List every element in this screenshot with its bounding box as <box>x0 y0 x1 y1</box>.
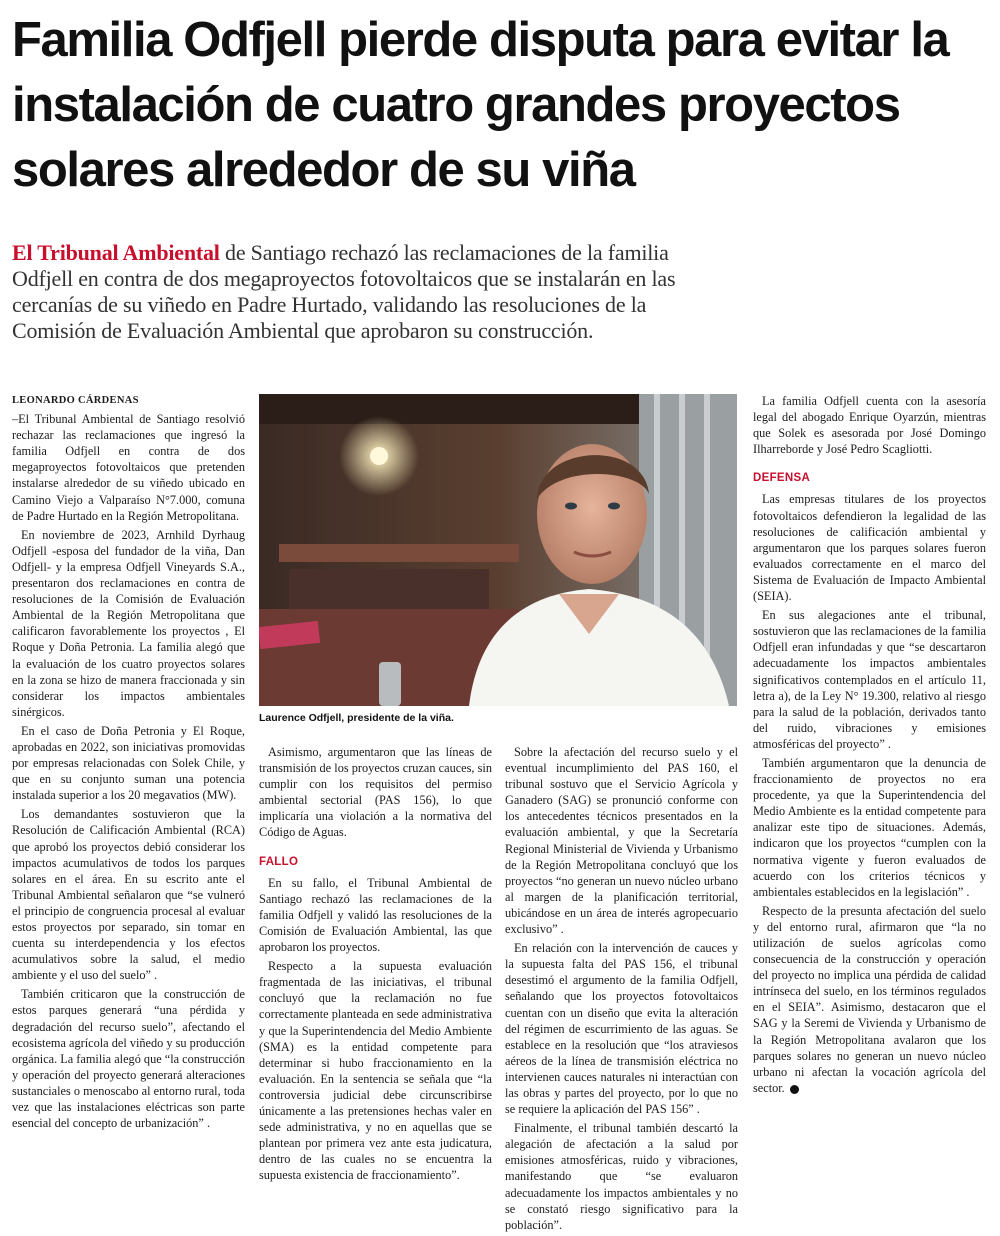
paragraph: En sus alegaciones ante el tribunal, sostuvieron que las reclamaciones de la familia Odfjell eran infundadas y que “se descartaron adecuadamente los impactos ambientales significativos contemplados en el artículo 11, letra a), de la Ley N° 19.300, relativo al riesgo para la salud de la población, derivados tanto del ruido, vibraciones y emisiones atmosféricas del proyecto” . <box>753 608 986 751</box>
section-heading-defensa: DEFENSA <box>753 472 811 485</box>
paragraph: También criticaron que la construcción de estos parques generará “una pérdida y degradación del recurso suelo”, afectando el ecosistema agrícola del viñedo y su producción orgánica. La familia alegó que “la construcción y operación del proyecto generará alteraciones sustanciales o menoscabo al entorno rural, toda vez que las instalaciones eléctricas son parte esencial del concepto de urbanización” . <box>12 987 245 1131</box>
paragraph: También argumentaron que la denuncia de fraccionamiento de proyectos no era procedente, ya que la Superintendencia del Medio Ambiente es la entidad competente para analizar este tipo de situaciones. Además, indicaron que los proyectos “cumplen con la normativa vigente y fueron evaluados de acuerdo con los criterios técnicos y ambientales establecidos en la legislación” . <box>753 755 986 899</box>
column-1 <box>12 393 245 1134</box>
paragraph: Respecto a la supuesta evaluación fragmentada de las iniciativas, el tribunal concluyó que la reclamación no fue correctamente planteada en sede administrativa y que la Superintendencia del Medio Ambiente (SMA) es la entidad competente para determinar si hubo fraccionamiento en la evaluación. En la sentencia se señala que “la controversia judicial debe circunscribirse únicamente a las pretensiones hechas valer en sede administrativa, y no en aquellas que se plantean por primera vez ante esta judicatura, dentro de las cuales no se encuentra la supuesta existencia de fraccionamiento”. <box>259 959 492 1183</box>
photo-caption: Laurence Odfjell, presidente de la viña. <box>259 712 454 724</box>
paragraph: Los demandantes sostuvieron que la Resolución de Calificación Ambiental (RCA) que aprobó los proyectos debió considerar los impactos acumulativos de todos los parques solares en el área. En su escrito ante el Tribunal Ambiental señalaron que “se vulneró el principio de congruencia procesal al evaluar estos proyectos por separado, sin tomar en cuenta su interdependencia y los efectos acumulativos sobre la salud, el medio ambiente y el uso del suelo” . <box>12 807 245 983</box>
lead-text: de Santiago rechazó las reclamaciones de la familia Odfjell en contra de dos megaproyectos fotovoltaicos que se instalarán en las cercanías de su viñedo en Padre Hurtado, validando las resoluciones de la Comisión de Evaluación Ambiental que aprobaron su construcción. <box>12 240 676 343</box>
paragraph: Las empresas titulares de los proyectos fotovoltaicos defendieron la legalidad de las resoluciones de calificación ambiental y argumentaron que los parques solares fueron evaluados correctamente en el marco del Sistema de Evaluación de Impacto Ambiental (SEIA). <box>753 492 986 604</box>
column-4 <box>753 393 986 1099</box>
paragraph: Sobre la afectación del recurso suelo y el eventual incumplimiento del PAS 160, el tribunal sostuvo que el Servicio Agrícola y Ganadero (SAG) se pronunció conforme con los antecedentes técnicos presentados en la evaluación ambiental, y que la Secretaría Regional Ministerial de Vivienda y Urbanismo de la Región Metropolitana concluyó que los proyectos “no generan un nuevo núcleo urbano al margen de la planificación territorial, ubicándose en un área de interés agropecuario exclusivo” . <box>505 745 738 937</box>
lead-highlight: El Tribunal Ambiental <box>12 240 220 265</box>
paragraph <box>753 903 986 1096</box>
lead-paragraph <box>12 240 732 344</box>
paragraph: Finalmente, el tribunal también descartó la alegación de afectación a la salud por emisiones atmosféricas, ruido y vibraciones, manifestando que “se evaluaron adecuadamente los impactos ambientales y no se constató riesgo significativo para la población”. <box>505 1121 738 1232</box>
paragraph: En noviembre de 2023, Arnhild Dyrhaug Odfjell -esposa del fundador de la viña, Dan Odfjell- y la empresa Odfjell Vineyards S.A., presentaron dos reclamaciones en contra de resoluciones de la Comisión de Evaluación Ambiental de la Región Metropolitana que calificaron favorablemente los proyectos , El Roque y Doña Petronia. La familia alegó que la evaluación de los cuatro proyectos solares en la zona se hizo de manera fraccionada y sin considerar los impactos ambientales sinérgicos. <box>12 527 245 719</box>
paragraph: En el caso de Doña Petronia y El Roque, aprobadas en 2022, son iniciativas promovidas por empresas relacionadas con Solek Chile, y que en su conjunto suman una potencia instalada superior a los 20 megavatios (MW). <box>12 723 245 803</box>
article-photo <box>259 394 737 706</box>
paragraph: Asimismo, argumentaron que las líneas de transmisión de los proyectos cruzan cauces, sin cumplir con los requisitos del permiso ambiental sectorial (PAS 156), lo que implicaría una violación a la normativa del Código de Aguas. <box>259 745 492 840</box>
headline: Familia Odfjell pierde disputa para evitar la instalación de cuatro grandes proyectos solares alrededor de su viña <box>12 13 949 197</box>
paragraph: –El Tribunal Ambiental de Santiago resolvió rechazar las reclamaciones que ingresó la familia Odfjell en contra de dos megaproyectos fotovoltaicos que pretenden instalarse alrededor de su viñedo ubicado en Camino Viejo a Valparaíso N°7.000, comuna de Padre Hurtado en la Región Metropolitana. <box>12 412 245 523</box>
byline: LEONARDO CÁRDENAS <box>12 395 139 406</box>
paragraph: En relación con la intervención de cauces y la supuesta falta del PAS 156, el tribunal desestimó el argumento de la familia Odfjell, señalando que los proyectos fotovoltaicos cuentan con un diseño que evita la alteración del régimen de escurrimiento de las aguas. Se establece en la resolución que “los atraviesos aéreos de la línea de transmisión eléctrica no intervienen cauces naturales ni interactúan con las obras y partes del proyecto, por lo que no se requiere la aplicación del PAS 156” . <box>505 941 738 1117</box>
section-heading-fallo: FALLO <box>259 855 299 868</box>
paragraph: En su fallo, el Tribunal Ambiental de Santiago rechazó las reclamaciones de la familia Odfjell y validó las resoluciones de la Comisión de Evaluación Ambiental, las que aprobaron los proyectos. <box>259 875 492 955</box>
paragraph: La familia Odfjell cuenta con la asesoría legal del abogado Enrique Oyarzún, mientras que Solek es asesorada por José Domingo Ilharreborde y José Pedro Scagliotti. <box>753 394 986 457</box>
column-2 <box>259 744 492 1186</box>
paragraph-text: Respecto de la presunta afectación del suelo y del entorno rural, afirmaron que “la no utilización de suelos agrícolas como consecuencia de la construcción y operación del proyecto no implica una pérdida de calidad intrínseca del suelo, en los términos regulados en el SEIA”. Asimismo, destacaron que el SAG y la Seremi de Vivienda y Urbanismo de la Región Metropolitana avalaron que los parques solares no generan un nuevo núcleo urbano ni afectan la vocación agrícola del sector. <box>753 903 986 1095</box>
portrait-image <box>259 394 737 706</box>
column-3 <box>505 744 738 1236</box>
end-mark-icon: P <box>790 1085 799 1094</box>
